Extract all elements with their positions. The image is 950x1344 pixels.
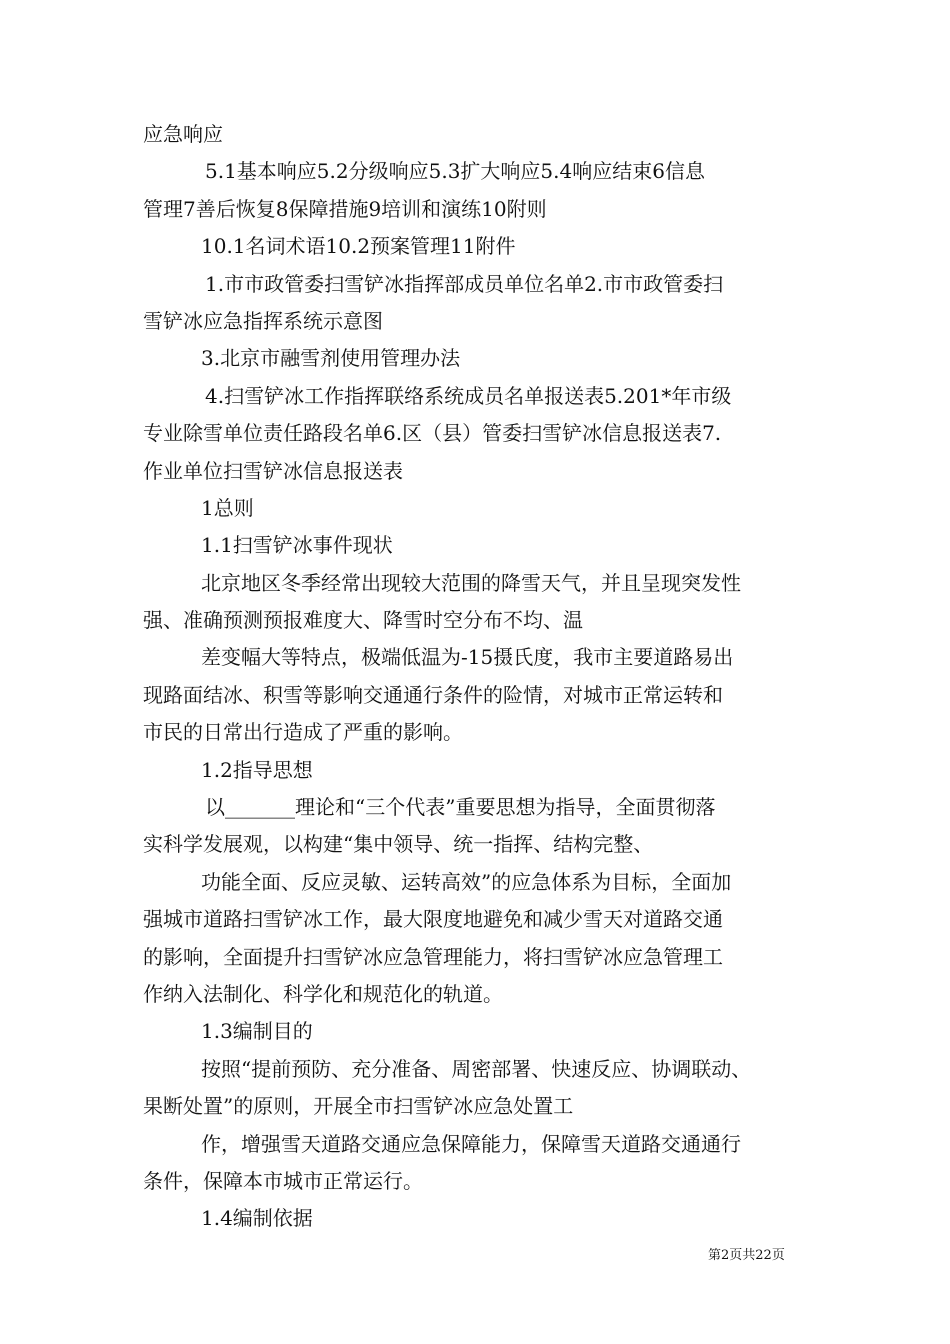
text-line: 4.扫雪铲冰工作指挥联络系统成员名单报送表5.201*年市级: [205, 383, 732, 408]
text-line: 1.市市政管委扫雪铲冰指挥部成员单位名单2.市市政管委扫: [205, 271, 724, 296]
document-body: [143, 116, 815, 1238]
text-line: 3.北京市融雪剂使用管理办法: [201, 346, 461, 371]
section-heading: 1.2指导思想: [201, 757, 313, 782]
text-line: 果断处置”的原则，开展全市扫雪铲冰应急处置工: [143, 1094, 574, 1119]
text-line: 北京地区冬季经常出现较大范围的降雪天气，并且呈现突发性: [201, 570, 741, 595]
text-line: 管理7善后恢复8保障措施9培训和演练10附则: [143, 196, 547, 221]
text-line: 按照“提前预防、充分准备、周密部署、快速反应、协调联动、: [201, 1056, 752, 1081]
text-line: 10.1名词术语10.2预案管理11附件: [201, 234, 516, 259]
text-line: 雪铲冰应急指挥系统示意图: [143, 308, 383, 333]
text-line: 功能全面、反应灵敏、运转高效”的应急体系为目标，全面加: [201, 869, 732, 894]
text-line: 实科学发展观，以构建“集中领导、统一指挥、结构完整、: [143, 832, 654, 857]
text-line: 作纳入法制化、科学化和规范化的轨道。: [143, 981, 503, 1006]
text-line: 以_______理论和“三个代表”重要思想为指导，全面贯彻落: [205, 795, 716, 820]
page-number: 第2页共22页: [708, 1248, 785, 1263]
text-line: 的影响，全面提升扫雪铲冰应急管理能力，将扫雪铲冰应急管理工: [143, 944, 723, 969]
text-line: 专业除雪单位责任路段名单6.区（县）管委扫雪铲冰信息报送表7.: [143, 421, 722, 446]
section-heading: 1.4编制依据: [201, 1206, 313, 1231]
text-line: 市民的日常出行造成了严重的影响。: [143, 720, 463, 745]
text-line: 条件，保障本市城市正常运行。: [143, 1168, 423, 1193]
section-heading: 1总则: [201, 495, 254, 520]
section-heading: 1.1扫雪铲冰事件现状: [201, 533, 393, 558]
text-line: 强城市道路扫雪铲冰工作，最大限度地避免和减少雪天对道路交通: [143, 907, 723, 932]
section-heading: 1.3编制目的: [201, 1019, 313, 1044]
text-line: 差变幅大等特点，极端低温为-15摄氏度，我市主要道路易出: [201, 645, 734, 670]
text-line: 作业单位扫雪铲冰信息报送表: [143, 458, 403, 483]
text-line: 强、准确预测预报难度大、降雪时空分布不均、温: [143, 608, 583, 633]
text-line: 现路面结冰、积雪等影响交通通行条件的险情，对城市正常运转和: [143, 682, 723, 707]
text-line: 作，增强雪天道路交通应急保障能力，保障雪天道路交通通行: [201, 1131, 741, 1156]
text-line: 应急响应: [143, 122, 223, 146]
text-line: 5.1基本响应5.2分级响应5.3扩大响应5.4响应结束6信息: [205, 159, 705, 184]
